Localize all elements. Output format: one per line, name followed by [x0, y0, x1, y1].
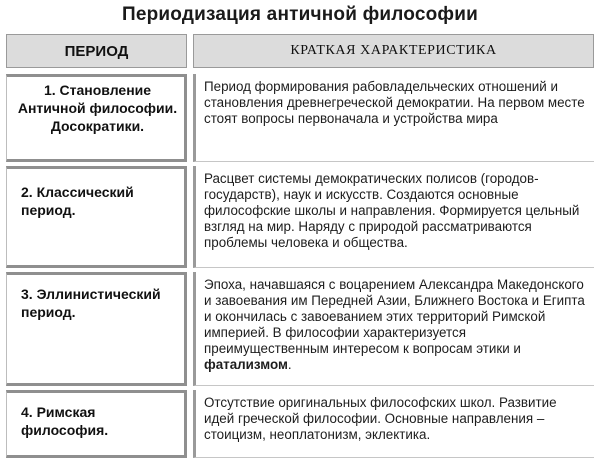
summary-text: Эпоха, начавшаяся с воцарением Александра Македонского и завоевания им Передней Азии, Ближнего Востока и Египта и окончилась с завоеванием этих территорий Римской империей. В философии характеризуется преимущественным интересом к вопросам этики и	[204, 277, 585, 356]
summary-cell: Отсутствие оригинальных философских школ. Развитие идей греческой философии. Основные направления – стоицизм, неоплатонизм, эклектика.	[193, 390, 594, 458]
summary-end: .	[287, 357, 292, 372]
summary-cell: Период формирования рабовладельческих отношений и становления древнегреческой демократии. На первом месте стоят вопросы первоначала и устройства мира	[193, 74, 594, 162]
periodization-table	[6, 34, 594, 462]
header-summary: КРАТКАЯ ХАРАКТЕРИСТИКА	[193, 34, 594, 68]
table-row	[6, 74, 594, 162]
header-period: ПЕРИОД	[6, 34, 187, 68]
table-row	[6, 166, 594, 268]
highlight-term: фатализмом	[204, 357, 288, 372]
table-header	[6, 34, 594, 68]
summary-cell: Расцвет системы демократических полисов (городов-государств), наук и искусств. Создаются основные философские школы и направления. Формируется цельный взгляд на мир. Наряду с природой рассматриваются проблемы человека и общества.	[193, 166, 594, 268]
page-title: Периодизация античной философии	[121, 4, 479, 25]
summary-cell	[193, 272, 594, 386]
table-row	[6, 272, 594, 386]
table-row	[6, 390, 594, 458]
period-cell: 3. Эллинистический период.	[6, 272, 187, 386]
period-cell: 1. Становление Античной философии. Досократики.	[6, 74, 187, 162]
period-cell: 2. Классический период.	[6, 166, 187, 268]
period-cell: 4. Римская философия.	[6, 390, 187, 458]
